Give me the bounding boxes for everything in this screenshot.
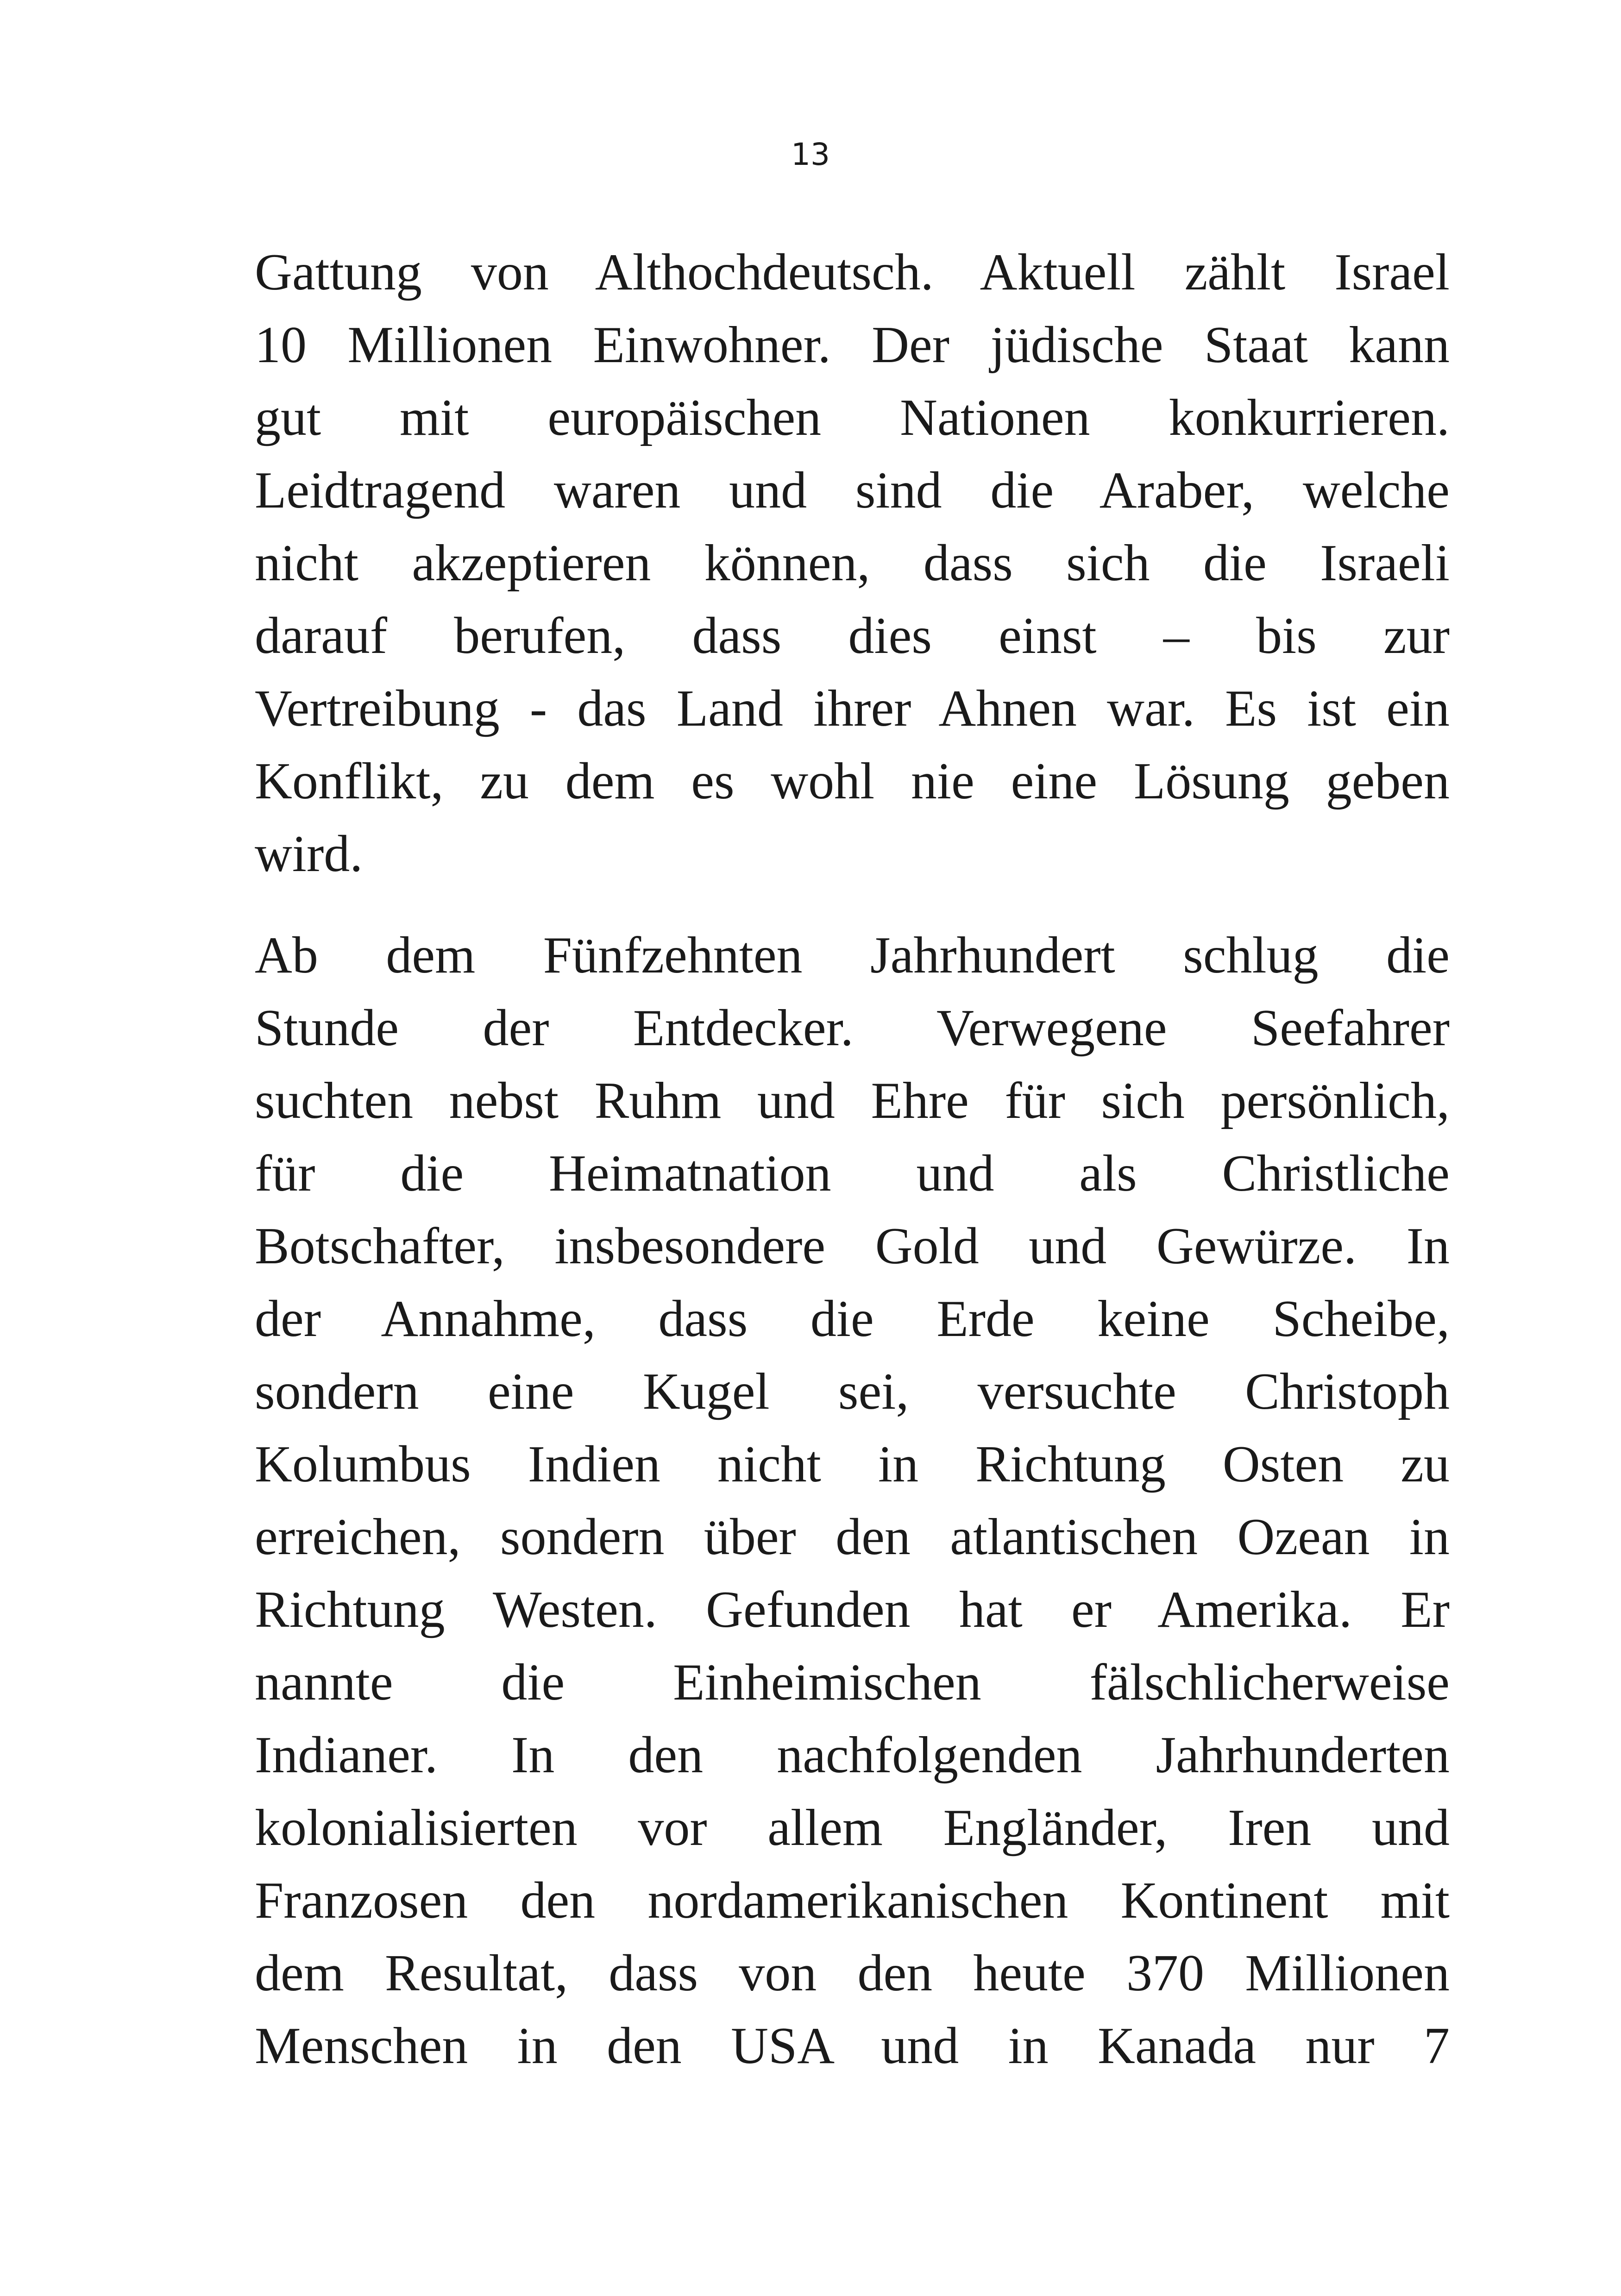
text-line: der Annahme, dass die Erde keine Scheibe, xyxy=(255,1290,1450,1348)
text-line: sondern eine Kugel sei, versuchte Christoph xyxy=(255,1363,1450,1420)
text-line: kolonialisierten vor allem Engländer, Iren und xyxy=(255,1799,1450,1857)
text-line: nicht akzeptieren können, dass sich die Israeli xyxy=(255,534,1450,592)
text-line: Richtung Westen. Gefunden hat er Amerika. Er xyxy=(255,1581,1450,1638)
text-line: gut mit europäischen Nationen konkurrieren. xyxy=(255,389,1450,446)
text-line: für die Heimatnation und als Christliche xyxy=(255,1145,1450,1202)
text-line: erreichen, sondern über den atlantischen Ozean in xyxy=(255,1508,1450,1566)
text-line: dem Resultat, dass von den heute 370 Millionen xyxy=(255,1945,1450,2002)
text-line: Konflikt, zu dem es wohl nie eine Lösung geben xyxy=(255,753,1450,810)
text-line: wird. xyxy=(255,825,363,883)
text-line: Ab dem Fünfzehnten Jahrhundert schlug die xyxy=(255,927,1450,984)
text-line: Franzosen den nordamerikanischen Kontinent mit xyxy=(255,1872,1450,1929)
text-line: Leidtragend waren und sind die Araber, welche xyxy=(255,462,1450,519)
text-line: Kolumbus Indien nicht in Richtung Osten zu xyxy=(255,1436,1450,1493)
text-line: 10 Millionen Einwohner. Der jüdische Staat kann xyxy=(255,316,1450,374)
paragraph-2 xyxy=(255,919,1450,2083)
paragraph-1 xyxy=(255,236,1450,891)
text-line: Indianer. In den nachfolgenden Jahrhunderten xyxy=(255,1726,1450,1784)
text-line: Gattung von Althochdeutsch. Aktuell zählt Israel xyxy=(255,244,1450,301)
text-line: Stunde der Entdecker. Verwegene Seefahrer xyxy=(255,999,1450,1057)
text-line: nannte die Einheimischen fälschlicherweise xyxy=(255,1654,1450,1711)
text-line: Menschen in den USA und in Kanada nur 7 xyxy=(255,2017,1450,2075)
text-line: Vertreibung - das Land ihrer Ahnen war. Es ist ein xyxy=(255,680,1450,737)
text-line: Botschafter, insbesondere Gold und Gewürze. In xyxy=(255,1217,1450,1275)
text-line: suchten nebst Ruhm und Ehre für sich persönlich, xyxy=(255,1072,1450,1129)
page-number: 13 xyxy=(791,137,830,172)
text-line: darauf berufen, dass dies einst – bis zur xyxy=(255,607,1450,665)
